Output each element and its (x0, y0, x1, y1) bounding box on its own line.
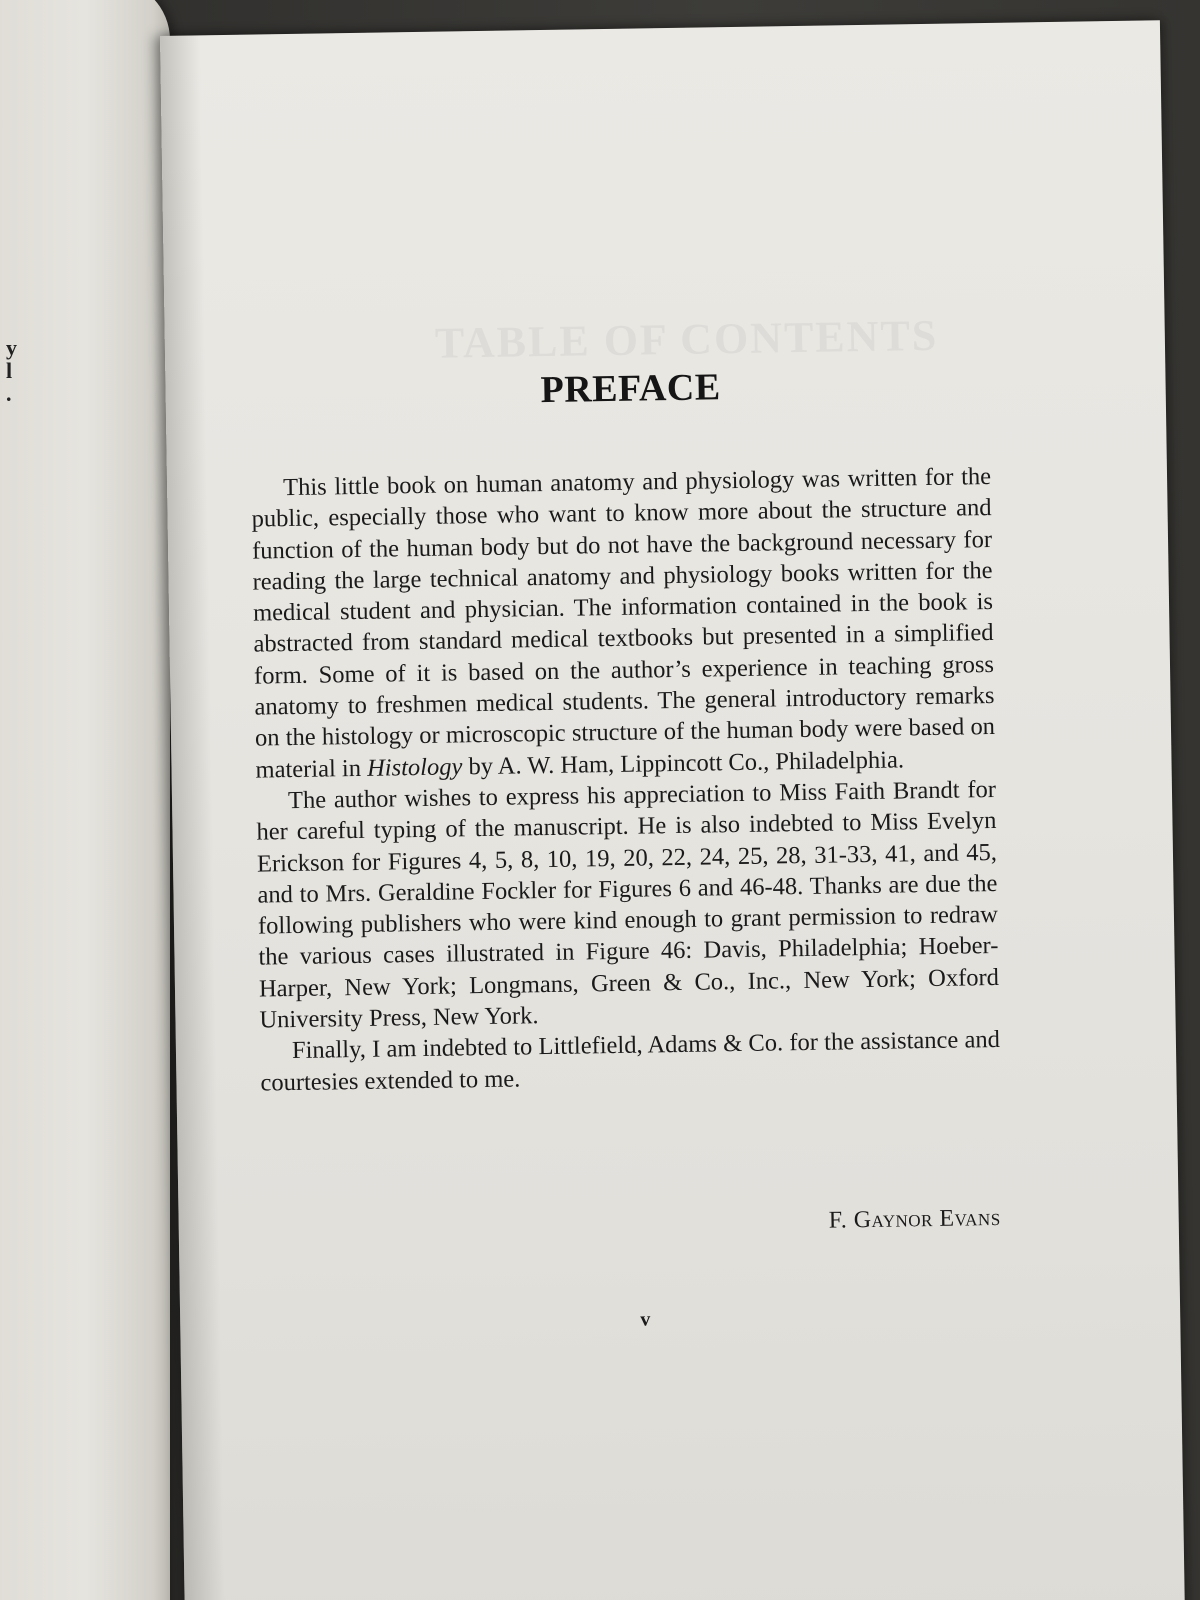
paragraph-2: The author wishes to express his appreciation to Miss Faith Brandt for her careful typing of the manuscript. He is also indebted to Miss Evelyn Erickson for Figures 4, 5, 8, 10, 19, 20, 22, 24, 25, 28, 31-33, 41, and 45, and to Mrs. Geraldine Fockler for Figures 6 and 46-48. Thanks are due the following publishers who were kind enough to grant permission to redraw the various cases illustrated in Figure 46: Davis, Philadelphia; Hoeber-Harper, New York; Longmans, Green & Co., Inc., New York; Oxford University Press, New York. (256, 775, 1000, 1034)
previous-page-text-fragment (6, 336, 26, 405)
fragment-char: l (6, 358, 13, 383)
paragraph-1 (251, 461, 996, 786)
book-page (160, 20, 1185, 1600)
fragment-char: y (6, 335, 17, 360)
preface-body (251, 461, 1001, 1098)
previous-page (0, 0, 170, 1600)
fragment-char: . (6, 381, 12, 406)
author-signature: F. Gaynor Evans (828, 1204, 1001, 1234)
show-through-heading: TABLE OF CONTENTS (434, 310, 939, 368)
page-number: v (640, 1308, 651, 1331)
paragraph-1-text-end: by A. W. Ham, Lippincott Co., Philadelphia. (462, 746, 905, 781)
paragraph-1-text: This little book on human anatomy and physiology was written for the public, especially those who want to know more about the structure and function of the human body but do not have the background necessary for reading the large technical anatomy and physiology books written for the medical student and physician. The information contained in the book is abstracted from standard medical textbooks but presented in a simplified form. Some of it is based on the author’s experience in teaching gross anatomy to freshmen medical students. The general introductory remarks on the histology or microscopic structure of the human body were based on material in (251, 463, 996, 784)
book-title-histology: Histology (366, 753, 463, 782)
page-title: PREFACE (540, 366, 721, 412)
paragraph-3: Finally, I am indebted to Littlefield, Adams & Co. for the assistance and courtesies extended to me. (260, 1026, 1001, 1097)
